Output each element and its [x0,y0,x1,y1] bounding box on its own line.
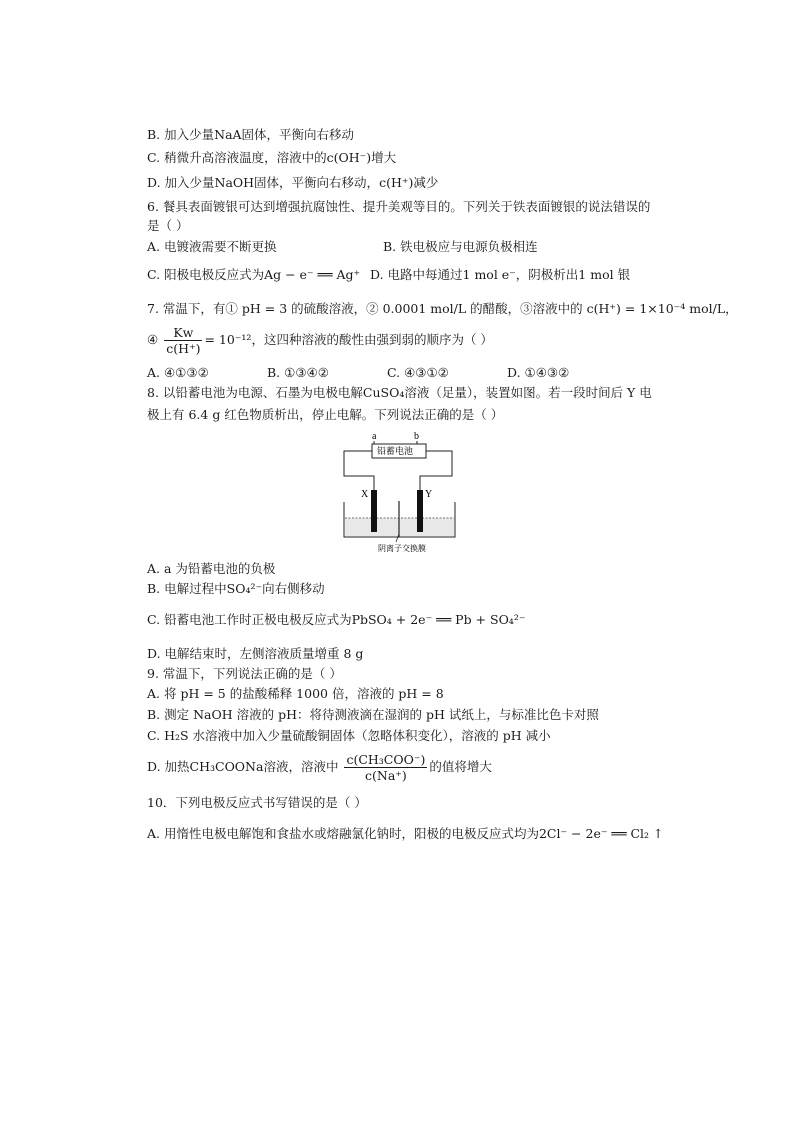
fraction-numerator: c(CH₃COO⁻) [346,752,426,767]
electrode-x [371,490,377,532]
text: 的值将增大 [429,759,492,774]
q8-option-a: A. a 为铅蓄电池的负极 [147,561,276,576]
acetate-ratio-fraction [344,752,427,783]
text: C. 稍微升高溶液温度，溶液中的 [147,150,327,165]
q6-option-a: A. 电镀液需要不断更换 [147,239,277,254]
q9-option-a: A. 将 pH = 5 的盐酸稀释 1000 倍，溶液的 pH = 8 [147,686,444,701]
item-4: ④ [147,332,159,347]
formula-h: c(H⁺) [379,175,414,190]
terminal-a-label: a [372,431,377,442]
membrane-label: 阴离子交换膜 [378,544,426,553]
electrolysis-diagram [338,428,462,553]
q7-option-c: C. ④③①② [387,365,449,380]
electrode-y-label: Y [425,489,433,500]
q7-option-b: B. ①③④② [267,365,329,380]
q6-option-b: B. 铁电极应与电源负极相连 [383,239,538,254]
text: D. 加入少量NaOH固体，平衡向右移动， [147,175,380,190]
kw-fraction [164,325,202,356]
question-6-stem-cont: 是（ ） [147,218,189,233]
q7-option-d: D. ①④③② [507,365,570,380]
battery-label: 铅蓄电池 [377,447,414,457]
question-6-stem: 6. 餐具表面镀银可达到增强抗腐蚀性、提升美观等目的。下列关于铁表面镀银的说法错误的 [147,199,651,214]
question-7-stem: 7. 常温下，有① pH = 3 的硫酸溶液，② 0.0001 mol/L 的醋酸，③溶液中的 c(H⁺) = 1×10⁻⁴ mol/L， [147,301,738,316]
option-b-naa: B. 加入少量NaA固体，平衡向右移动 [147,127,355,142]
q9-option-d [147,752,492,783]
electrode-x-label: X [361,489,369,500]
q8-option-b: B. 电解过程中SO₄²⁻向右侧移动 [147,581,325,596]
formula-oh: c(OH⁻) [326,150,372,165]
q8-option-d: D. 电解结束时，左侧溶液质量增重 8 g [147,646,364,661]
text: D. 加热CH₃COONa溶液，溶液中 [147,759,339,774]
q7-option-a: A. ④①③② [147,365,209,380]
q9-option-b: B. 测定 NaOH 溶液的 pH：将待测液滴在湿润的 pH 试纸上，与标准比色卡对照 [147,707,599,722]
question-8-stem-cont: 极上有 6.4 g 红色物质析出，停止电解。下列说法正确的是（ ） [147,407,504,422]
q9-option-c: C. H₂S 水溶液中加入少量硫酸铜固体（忽略体积变化），溶液的 pH 减小 [147,728,551,743]
q6-option-c: C. 阳极电极反应式为Ag − e⁻ ══ Ag⁺ [147,267,361,282]
option-d-naoh [147,175,438,191]
text: 减少 [413,175,439,190]
text: 增大 [371,150,397,165]
fraction-denominator: c(Na⁺) [365,768,407,783]
fraction-denominator: c(H⁺) [166,341,201,356]
terminal-b-label: b [414,431,419,442]
option-c-temperature [147,150,396,166]
text: = 10⁻¹²，这四种溶液的酸性由强到弱的顺序为（ ） [204,332,493,347]
question-10-stem: 10．下列电极反应式书写错误的是（ ） [147,795,367,810]
electrode-y [417,490,423,532]
question-8-stem: 8. 以铅蓄电池为电源、石墨为电极电解CuSO₄溶液（足量），装置如图。若一段时间后 Y 电 [147,385,652,400]
q10-option-a: A. 用惰性电极电解饱和食盐水或熔融氯化钠时，阳极的电极反应式均为2Cl⁻ − 2e⁻ ══ Cl₂ ↑ [147,826,664,841]
question-9-stem: 9. 常温下，下列说法正确的是（ ） [147,666,342,681]
q6-option-d: D. 电路中每通过1 mol e⁻，阴极析出1 mol 银 [370,267,631,282]
question-7-stem-cont [147,325,493,356]
q8-option-c: C. 铅蓄电池工作时正极电极反应式为PbSO₄ + 2e⁻ ══ Pb + SO₄²⁻ [147,612,526,627]
fraction-numerator: Kw [164,325,202,341]
